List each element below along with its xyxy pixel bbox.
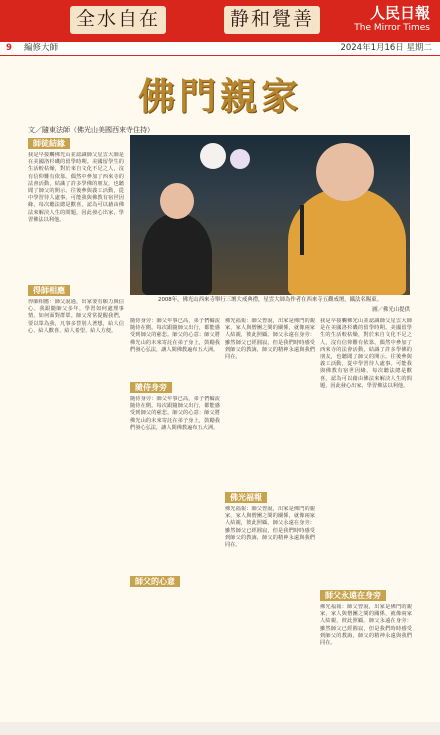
newspaper-logo[interactable] bbox=[346, 4, 430, 38]
calligraphy-right: 静和覺善 bbox=[224, 6, 320, 34]
page-number: 9 bbox=[6, 43, 12, 53]
column-3b-text: 佛光福報：師父曾說，出家是佛門的親家，家人與僧團之間的關係，就像兩家人結親，彼此照顧。師父永遠在身旁：雖然師父已經圓寂，但是我們時時感受到師父的教誨，師父的精神永遠與我們同在。 bbox=[225, 506, 315, 549]
calligraphy-left: 全水自在 bbox=[70, 6, 166, 34]
dateline: 2024年1月16日 星期二 bbox=[340, 43, 432, 53]
logo-english: The Mirror Times bbox=[354, 23, 430, 33]
microphone-icon bbox=[300, 205, 304, 255]
section-heading-2: 得師相應 bbox=[28, 285, 70, 296]
logo-chinese: 人民日報 bbox=[369, 4, 430, 22]
column-1b-text: 得師相應：師父說過，出家要有願力與信心。我跟隨師父多年，學習如何處理事情、如何面對群眾。師父常常提醒我們，要以眾為我，凡事多替別人著想，給人信心、給人歡喜、給人希望、給人方便。 bbox=[28, 299, 124, 334]
article-headline: 佛門親家 bbox=[138, 74, 302, 118]
master-head bbox=[316, 143, 374, 201]
section-heading-5: 佛光福報 bbox=[225, 492, 267, 503]
calligraphy-row bbox=[70, 6, 320, 34]
headline-wrap bbox=[0, 66, 440, 120]
section-bar bbox=[0, 42, 440, 56]
section-heading-6: 師父永遠在身旁 bbox=[320, 590, 386, 601]
article-photo bbox=[130, 135, 410, 295]
column-name: 編修大師 bbox=[24, 43, 59, 53]
page-footer bbox=[0, 722, 440, 735]
masthead-banner bbox=[0, 0, 440, 42]
column-3-text: 佛光福報：師父曾說，出家是佛門的親家，家人與僧團之間的關係，就像兩家人結親，彼此照顧。師父永遠在身旁：雖然師父已經圓寂，但是我們時時感受到師父的教誨，師父的精神永遠與我們同在。 bbox=[225, 318, 315, 361]
section-heading-1: 師徒結緣 bbox=[28, 138, 70, 149]
column-2a-text: 隨侍身旁：師父年事已高，弟子們輪流隨侍在側。每次跟隨師父出行，都能感受到師父的慈悲。師父的心意：師父將佛光山的未來寄託在弟子身上，鼓勵我們發心弘法，讓人間佛教遍布五大洲。 bbox=[130, 318, 220, 353]
monk-left-head bbox=[160, 183, 194, 219]
column-2-text: 隨侍身旁：師父年事已高，弟子們輪流隨侍在側。每次跟隨師父出行，都能感受到師父的慈悲。師父的心意：師父將佛光山的未來寄託在弟子身上，鼓勵我們發心弘法，讓人間佛教遍布五大洲。 bbox=[130, 396, 220, 431]
byline: 文／隨東法師（佛光山美國西來寺住持） bbox=[28, 126, 154, 134]
monk-left-robe bbox=[142, 213, 212, 295]
section-heading-3: 隨侍身旁 bbox=[130, 382, 172, 393]
photo-caption: 2008年，佛光山西來寺舉行三壇大戒典禮，星雲大師為作者在西來寺五觀戒壇，攝法名賜東。 bbox=[158, 297, 382, 303]
column-1-text: 我是早接觸佛光山並認識師父星雲大師是在美國洛杉磯的留學時期。美國留學生的生活較枯燥，對於來自文化不足之人，沒有信仰難有依靠。偶然中參加了西來寺的法會活動，結識了許多學佛的朋友，也聽聞了師父的開示。往後參與義工活動，從中學習待人處事。可能我與佛教有宿世因緣，每次聽法總是歡喜，認為可以藉由佛法來解決人生的問題，因此發心出家，學習佛法以利他。 bbox=[28, 152, 124, 223]
column-4-text: 我是早接觸佛光山並認識師父星雲大師是在美國洛杉磯的留學時期。美國留學生的生活較枯燥，對於來自文化不足之人，沒有信仰難有依靠。偶然中參加了西來寺的法會活動，結識了許多學佛的朋友，也聽聞了師父的開示。往後參與義工活動，從中學習待人處事。可能我與佛教有宿世因緣，每次聽法總是歡喜，認為可以藉由佛法來解決人生的問題，因此發心出家，學習佛法以利他。 bbox=[320, 318, 412, 389]
column-4b-text: 佛光福報：師父曾說，出家是佛門的親家，家人與僧團之間的關係，就像兩家人結親，彼此照顧。師父永遠在身旁：雖然師父已經圓寂，但是我們時時感受到師父的教誨，師父的精神永遠與我們同在。 bbox=[320, 604, 412, 647]
section-heading-4: 師父的心意 bbox=[130, 576, 180, 587]
master-robe bbox=[288, 187, 406, 295]
purple-flower-icon bbox=[230, 149, 250, 169]
photo-credit: 圖／佛光山提供 bbox=[372, 307, 410, 313]
white-flower-icon bbox=[200, 143, 226, 169]
